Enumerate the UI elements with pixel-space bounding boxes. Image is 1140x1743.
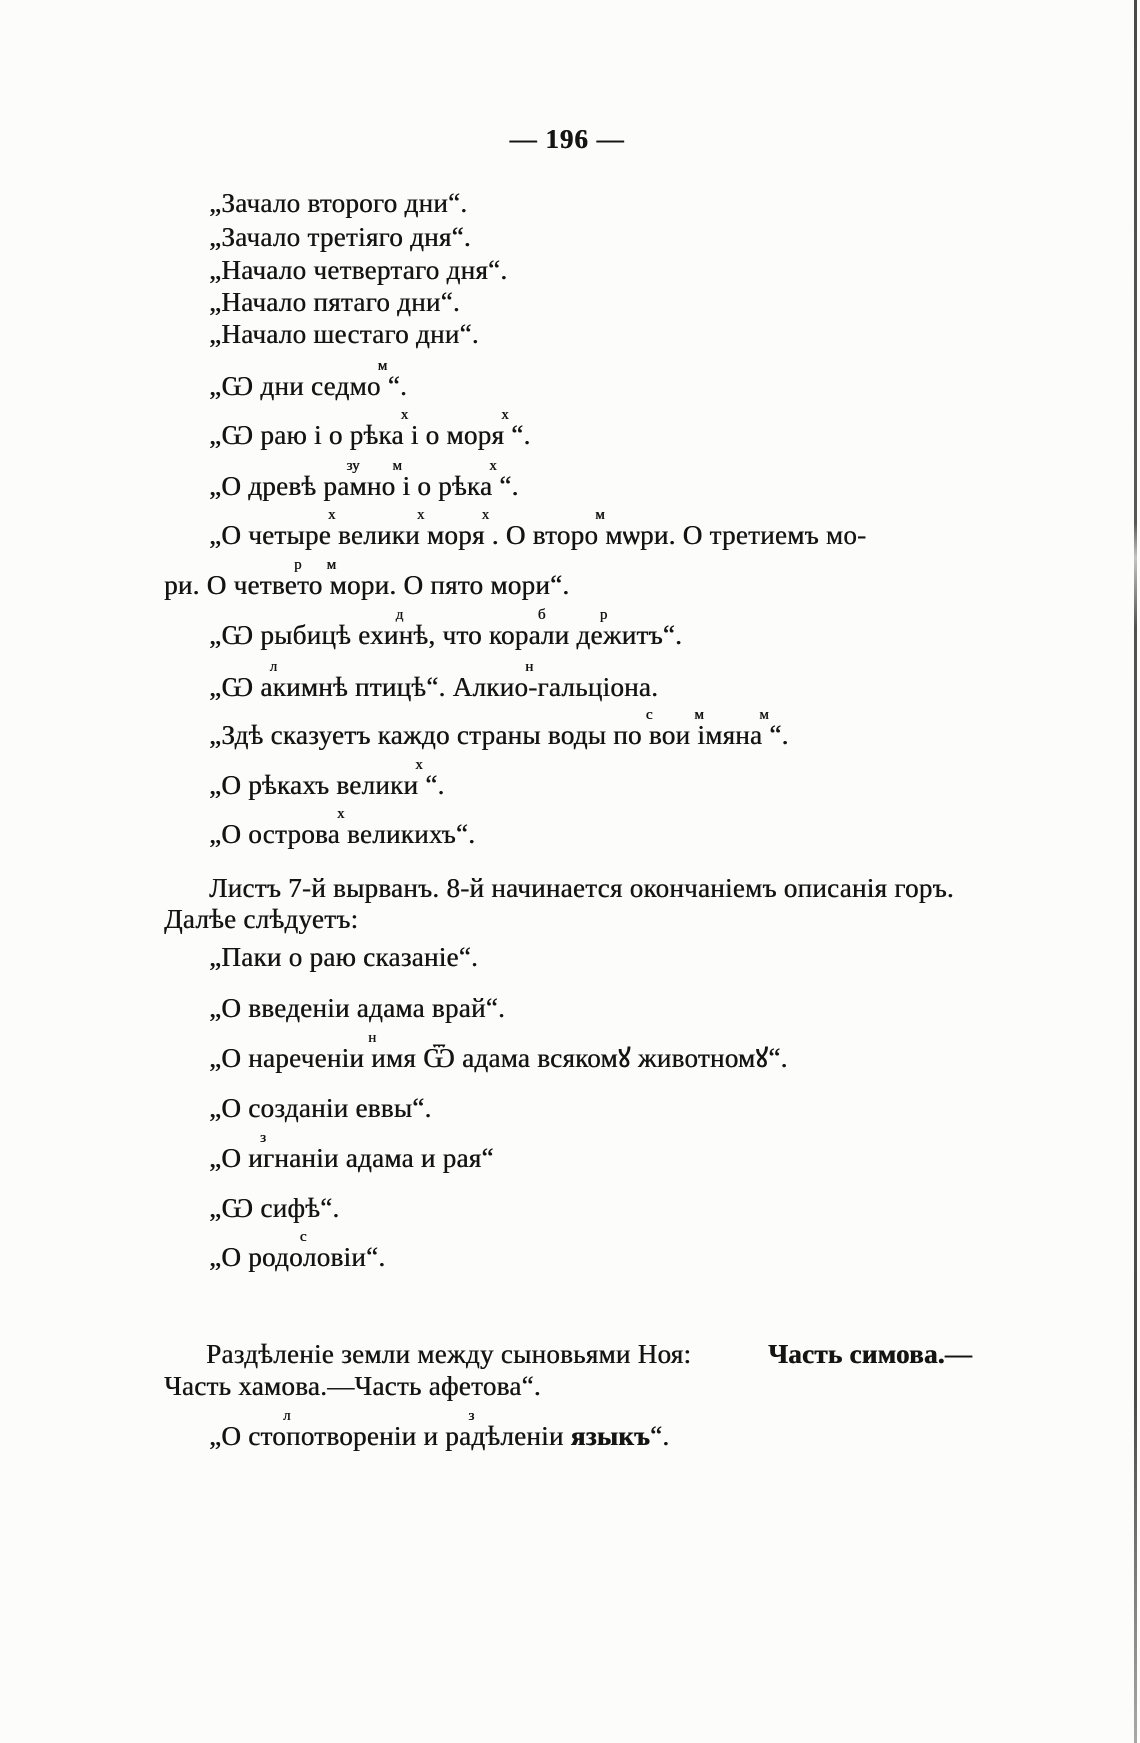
text-line: „О нареченіи нимя Ѿ адама всякомꙋ животномꙋ“. [209,1030,788,1073]
line-text: потвореніи и ра [285,1421,472,1451]
line-text: Раздѣленіе земли между сыновьями Ноя: [206,1339,692,1369]
text-line: „Зачало второго дни“. [209,188,468,218]
text-line: „Ѡ алкимнѣ птицѣ“. Алкион-гальціона. [209,659,659,702]
text-line: „Ѡ рыбицѣ ехиднѣ, что корабли держитъ“. [209,607,683,650]
line-text: велики [330,520,420,550]
text-line: „Ѡ сифѣ“. [209,1193,340,1223]
line-text: ри. О четве [164,570,297,600]
line-text: дѣленіи [471,1421,571,1451]
text-line: „Здѣ сказуетъ каждо страны воды по свои мімянам “. [209,707,789,750]
text-line: „Зачало третіяго дня“. [209,222,471,252]
text-line: „О древѣ разумном і о рѣках “. [209,458,519,501]
line-text: житъ“. [602,620,683,650]
text-line: „О родословіи“. [209,1229,386,1272]
line-text: „Ѡ рыбицѣ ехи [209,620,399,650]
line-text: „Здѣ сказуетъ каждо страны воды по [209,720,649,750]
line-text: „О рѣкахъ велики [209,770,419,800]
line-text: “. [492,471,519,501]
text-line: „О введеніи адама врай“. [209,993,506,1023]
line-text: “. [504,420,531,450]
page-number: — 196 — [509,124,625,154]
text-line [206,1337,972,1371]
line-text: -гальціона. [528,672,659,702]
line-text: „О острова [209,819,340,849]
text-line: „О столпотвореніи и раздѣленіи языкъ“. [209,1408,670,1451]
line-text: мори. О пято мори“. [329,570,570,600]
line-text: мно [349,471,396,501]
line-text: „О и [209,1143,263,1173]
line-text: моря [419,520,485,550]
line-text: „О родо [209,1242,303,1272]
line-text: „О сто [209,1421,286,1451]
line-text: ловіи“. [302,1242,386,1272]
text-line: „Ѡ дни седмом “. [209,358,408,401]
text-line: Часть хамова.—Часть афетова“. [164,1371,541,1401]
line-text: „Ѡ раю і о рѣка [209,420,404,450]
line-text: “. [762,720,789,750]
line-text: гнаніи адама и рая“ [262,1143,494,1173]
line-text: імяна [697,720,763,750]
line-text: і о моря [403,420,505,450]
text-line: „Начало четвертаго дня“. [209,255,508,285]
text-line: „О четырех великих морях . О втором мѡри. О третиемъ мо- [209,507,867,550]
line-text: „Ѡ а [209,672,273,702]
line-text: „О четыре [209,520,331,550]
text-line: „Начало пятаго дни“. [209,287,460,317]
line-text: имя Ѿ адама всякомꙋ животномꙋ“. [371,1043,788,1073]
text-line: Листъ 7-й вырванъ. 8-й начинается окончаніемъ описанія горъ. [209,873,954,903]
line-text: то [296,570,330,600]
line-text: . О второ [484,520,599,550]
line-text: і о рѣка [395,471,493,501]
text-line: „О островах великихъ“. [209,806,476,849]
line-text: нѣ, что кора [398,620,541,650]
text-line: „О созданіи еввы“. [209,1093,432,1123]
text-line: „Паки о раю сказаніе“. [209,942,479,972]
text-line: „О рѣкахъ великих “. [209,757,445,800]
line-text: „О древѣ ра [209,471,350,501]
bold-word: языкъ [570,1421,650,1451]
text-line: „Ѡ раю і о рѣках і о морях “. [209,407,531,450]
line-text: „Ѡ дни седмо [209,371,381,401]
line-text: “. [418,770,445,800]
line-text: великихъ“. [339,819,476,849]
text-line: „Начало шестаго дни“. [209,319,479,349]
bold-heading-text: Часть симова.— [767,1339,972,1369]
line-text: мѡри. О третиемъ мо- [598,520,867,550]
line-text: “. [650,1421,670,1451]
line-text: “. [380,371,408,401]
text-line: „О изгнаніи адама и рая“ [209,1130,494,1173]
text-line: ри. О четверто ммори. О пято мори“. [164,557,570,600]
line-text: ли де [540,620,603,650]
line-text: „О нареченіи [209,1043,372,1073]
page-edge [1134,0,1137,1743]
line-text: кимнѣ птицѣ“. Алкио [272,672,529,702]
text-line: Далѣе слѣдуетъ: [164,904,359,934]
line-text: вои [648,720,698,750]
